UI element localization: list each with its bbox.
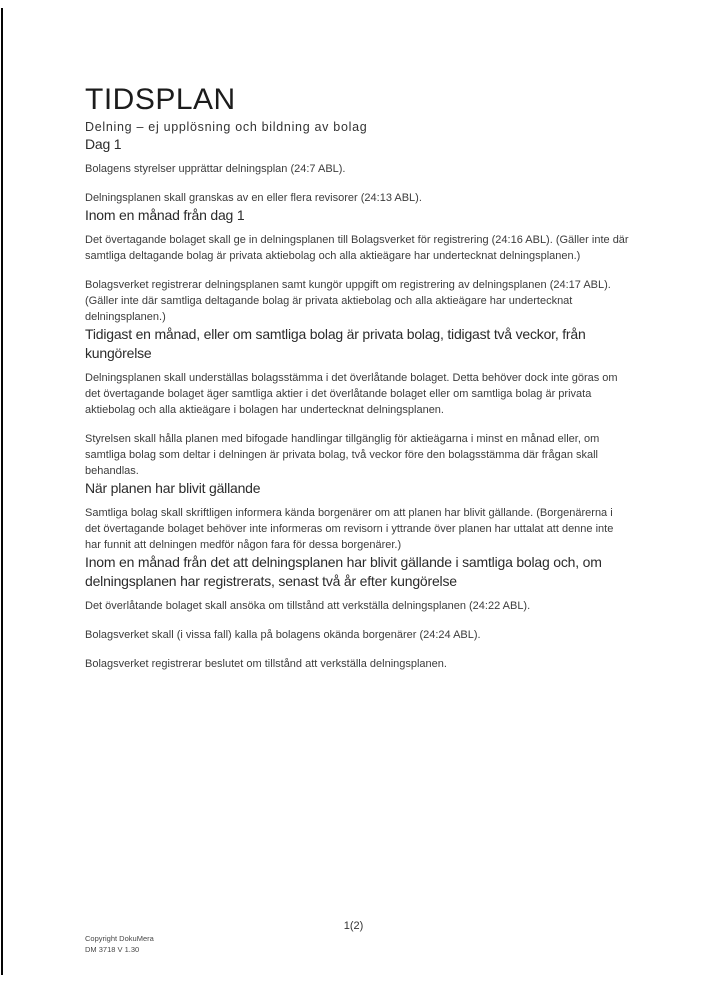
paragraph: Delningsplanen skall underställas bolagsstämma i det överlåtande bolaget. Detta behöver dock inte göras om det övertagande bolaget äger samtliga aktier i det överlåtande bolaget eller om samtliga bolag är privata aktiebolag och alla aktieägare i bolagen har undertecknat delningsplanen. xyxy=(85,372,618,416)
paragraph: Delningsplanen skall granskas av en eller flera revisorer (24:13 ABL). xyxy=(85,192,422,204)
section-heading: Tidigast en månad, eller om samtliga bolag är privata bolag, tidigast två veckor, från kungörelse xyxy=(85,326,586,361)
section-inom-en-manad-fran-gallande xyxy=(85,553,630,672)
paragraph: Styrelsen skall hålla planen med bifogade handlingar tillgänglig för aktieägarna i minst en månad eller, om samtliga bolag som deltar i delningen är privata bolag, två veckor före den bolagsstämma där frågan skall behandlas. xyxy=(85,433,600,477)
section-dag-1 xyxy=(85,135,630,206)
section-heading: När planen har blivit gällande xyxy=(85,480,261,496)
page-number: 1(2) xyxy=(343,920,364,932)
paragraph: Bolagsverket registrerar beslutet om tillstånd att verkställa delningsplanen. xyxy=(85,658,447,670)
section-heading: Inom en månad från dag 1 xyxy=(85,207,245,223)
section-nar-planen-har-blivit-gallande xyxy=(85,479,630,553)
copyright-block xyxy=(85,934,154,955)
paragraph: Det övertagande bolaget skall ge in delningsplanen till Bolagsverket för registrering (24:16 ABL). (Gäller inte där samtliga deltagande bolag är privata aktiebolag och alla aktieägare har undertecknat delningsplanen.) xyxy=(85,234,629,262)
copyright-line: Copyright DokuMera xyxy=(85,934,154,943)
paragraph: Bolagsverket skall (i vissa fall) kalla på bolagens okända borgenärer (24:24 ABL). xyxy=(85,629,481,641)
section-heading: Inom en månad från det att delningsplanen har blivit gällande i samtliga bolag och, om delningsplanen har registrerats, senast två år efter kungörelse xyxy=(85,554,602,589)
document-subtitle: Delning – ej upplösning och bildning av bolag xyxy=(85,120,368,134)
scan-edge-line xyxy=(1,8,3,975)
paragraph: Bolagens styrelser upprättar delningsplan (24:7 ABL). xyxy=(85,163,346,175)
version-line: DM 3718 V 1.30 xyxy=(85,944,140,954)
section-inom-en-manad-fran-dag-1 xyxy=(85,206,630,325)
section-tidigast-en-manad xyxy=(85,325,630,479)
paragraph: Det överlåtande bolaget skall ansöka om tillstånd att verkställa delningsplanen (24:22 ABL). xyxy=(85,600,531,612)
document-body xyxy=(85,84,630,672)
paragraph: Bolagsverket registrerar delningsplanen samt kungör uppgift om registrering av delningsplanen (24:17 ABL). (Gäller inte där samtliga deltagande bolag är privata aktiebolag och alla aktieägare har undertecknat delningsplanen.) xyxy=(85,279,611,323)
paragraph: Samtliga bolag skall skriftligen informera kända borgenärer om att planen har blivit gällande. (Borgenärerna i det övertagande bolaget behöver inte informeras om revisorn i yttrande över planen har uttalat att denne inte har funnit att delningen medför någon fara för dessa borgenärer.) xyxy=(85,507,614,551)
document-title: TIDSPLAN xyxy=(85,83,236,116)
section-heading: Dag 1 xyxy=(85,136,122,152)
